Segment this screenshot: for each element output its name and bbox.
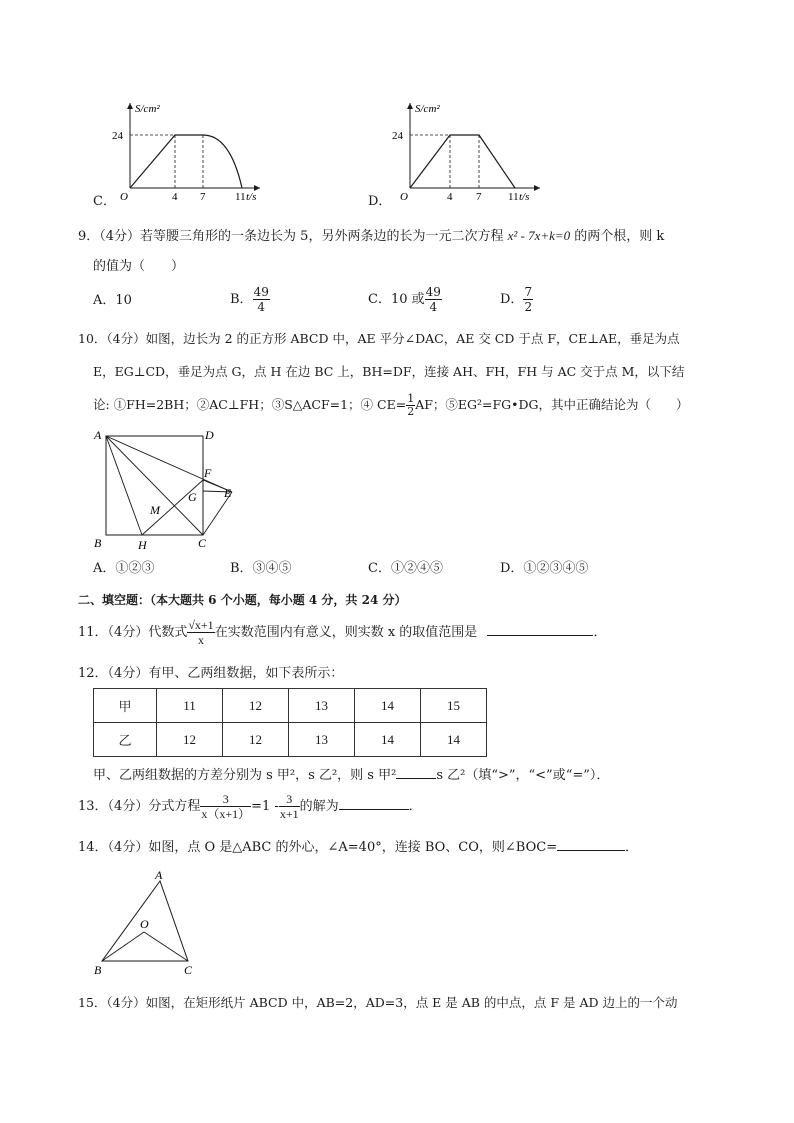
q10-label-d: D [205, 428, 214, 442]
q10-diagonal-ac [106, 436, 203, 535]
q14-line: 14．（4分）如图，点 O 是△ABC 的外心，∠A=40°，连接 BO、CO，则∠BOC= ． [78, 840, 639, 855]
q10-label-m: M [150, 503, 160, 517]
q12-table [93, 688, 487, 757]
graph-c-xtick-11: 11 [235, 191, 246, 203]
table-cell: 13 [289, 723, 355, 757]
q12-after-head: 甲、乙两组数据的方差分别为 s 甲²，s 乙²，则 s 甲² [93, 768, 397, 783]
q13-fraction-1: $\frac{3}{x(x+1)}$ [201, 792, 251, 821]
graph-d-xtick-11: 11 [508, 191, 519, 203]
table-cell: 12 [157, 723, 223, 757]
q14-segment-bo [102, 932, 144, 961]
graph-c-option-label: C． [93, 194, 116, 209]
q12-answer-blank[interactable] [396, 766, 436, 779]
q10-option-a: A．①②③ [93, 561, 155, 576]
graph-c-figure [110, 98, 270, 208]
q10-half-fraction: $\frac{1}{2}$ [407, 392, 415, 418]
q11-head: 11．（4分）代数式 [78, 625, 188, 640]
q10-line3-head: 论: ①FH=2BH；②AC⊥FH；③S△ACF=1；④ CE= [93, 397, 407, 412]
q11-answer-blank[interactable] [487, 623, 593, 636]
q10-label-c: C [198, 536, 207, 550]
q13-fraction-2: $\frac{3}{x+1}$ [279, 792, 299, 821]
q10-line1: 10．（4分）如图，边长为 2 的正方形 ABCD 中，AE 平分∠DAC，AE 交 CD 于点 F，CE⊥AE，垂足为点 [78, 331, 680, 346]
q10-option-b: B．③④⑤ [230, 561, 292, 576]
q9-line1 [78, 228, 664, 245]
q13-mid: =1 - [251, 799, 279, 814]
q10-line2: E，EG⊥CD，垂足为点 G，点 H 在边 BC 上，BH=DF，连接 AH、FH，FH 与 AC 交于点 M，以下结 [93, 364, 685, 379]
q12-row-name: 乙 [94, 723, 157, 757]
q14-label-o: O [140, 917, 149, 931]
table-cell: 14 [421, 723, 487, 757]
table-cell: 15 [421, 689, 487, 723]
q9-option-a: A．10 [93, 293, 132, 308]
q13-answer-blank[interactable] [339, 797, 409, 810]
q13-line: 13．（4分）分式方程 $\frac{3}{x(x+1)}$ =1 - $\frac{3}{x+1}$ 的解为 ． [78, 792, 422, 821]
q10-option-d: D．①②③④⑤ [500, 561, 589, 576]
table-cell: 14 [355, 689, 421, 723]
q9-option-b-label: B． [230, 292, 253, 307]
q10-label-a: A [94, 428, 102, 442]
graph-c-curve-segment [203, 135, 242, 188]
q12-row-name: 甲 [94, 689, 157, 723]
q12-after-tail: s 乙²（填“>”，“<”或“=”）． [436, 768, 610, 783]
q12-after-line [93, 766, 609, 784]
q9-option-d-label: D． [500, 292, 524, 307]
q15-line: 15．（4分）如图，在矩形纸片 ABCD 中，AB=2，AD=3，点 E 是 AB 的中点，点 F 是 AD 边上的一个动 [78, 995, 678, 1010]
graph-c-line-segment [130, 135, 203, 188]
q14-label-c: C [184, 963, 193, 977]
q10-segment-ae [106, 436, 232, 492]
q9-option-d [500, 285, 533, 314]
graph-c-origin: O [120, 191, 128, 203]
q11-fraction: $\frac{√x+1}{x}$ [188, 618, 214, 647]
q13-tail: 的解为 [299, 799, 339, 814]
q10-line3 [93, 393, 689, 418]
q11-tail: 在实数范围内有意义，则实数 x 的取值范围是 [214, 625, 478, 640]
graph-d-xtick-7: 7 [476, 191, 482, 203]
q13-head: 13．（4分）分式方程 [78, 799, 201, 814]
section-2-heading: 二、填空题：（本大题共 6 个小题，每小题 4 分，共 24 分） [78, 593, 407, 607]
q9-line2: 的值为（ ） [93, 259, 185, 274]
q10-label-h: H [138, 538, 147, 552]
table-cell: 12 [223, 689, 289, 723]
q14-label-b: B [94, 963, 102, 977]
table-row [94, 723, 487, 757]
graph-d-option-label: D． [368, 194, 392, 209]
graph-c-ytick: 24 [112, 130, 123, 142]
q10-line3-tail: AF；⑤EG²=FG•DG，其中正确结论为（ ） [415, 397, 689, 412]
q9-option-c [368, 285, 442, 314]
q10-option-c: C．①②④⑤ [368, 561, 443, 576]
table-row [94, 689, 487, 723]
table-cell: 13 [289, 689, 355, 723]
q9-option-b-fraction: $\frac{49}{4}$ [253, 285, 269, 314]
q10-label-f: F [204, 466, 212, 480]
graph-d-ytick: 24 [392, 130, 403, 142]
table-cell: 12 [223, 723, 289, 757]
q9-tail: 的两个根，则 k [570, 229, 665, 244]
table-cell: 14 [355, 723, 421, 757]
q9-option-b [230, 285, 270, 314]
q10-label-g: G [188, 490, 197, 504]
graph-c-xlabel: t/s [246, 191, 257, 203]
q14-answer-blank[interactable] [557, 838, 625, 851]
q10-label-b: B [94, 536, 102, 550]
q10-square-figure [90, 425, 250, 555]
q14-label-a: A [155, 868, 163, 882]
q10-segment-ah [106, 436, 142, 535]
q9-head: 9．（4分）若等腰三角形的一条边长为 5，另外两条边的长为一元二次方程 [78, 229, 508, 244]
q9-equation: x² - 7x+k=0 [507, 228, 571, 243]
q9-option-c-fraction: $\frac{49}{4}$ [425, 285, 441, 314]
graph-c-xtick-4: 4 [172, 191, 178, 203]
q10-label-e: E [224, 486, 232, 500]
graph-d-xlabel: t/s [519, 191, 530, 203]
q12-head: 12．（4分）有甲、乙两组数据，如下表所示： [78, 666, 344, 681]
q9-option-d-fraction: $\frac{7}{2}$ [524, 285, 533, 314]
graph-d-trapezoid-line [410, 135, 515, 188]
table-cell: 11 [157, 689, 223, 723]
graph-d-ylabel: S/cm² [415, 103, 440, 115]
graph-d-figure [390, 98, 550, 208]
q14-triangle-figure [90, 865, 205, 980]
q14-text: 14．（4分）如图，点 O 是△ABC 的外心，∠A=40°，连接 BO、CO，则∠BOC= [78, 840, 558, 855]
graph-d-xtick-4: 4 [447, 191, 453, 203]
q14-segment-co [144, 932, 188, 961]
q11-line: 11．（4分）代数式 $\frac{√x+1}{x}$ 在实数范围内有意义，则实数 x 的取值范围是 ． [78, 618, 607, 647]
graph-d-origin: O [400, 191, 408, 203]
graph-c-ylabel: S/cm² [135, 103, 160, 115]
graph-c-xtick-7: 7 [200, 191, 206, 203]
q9-option-c-label: C．10 或 [368, 292, 425, 307]
